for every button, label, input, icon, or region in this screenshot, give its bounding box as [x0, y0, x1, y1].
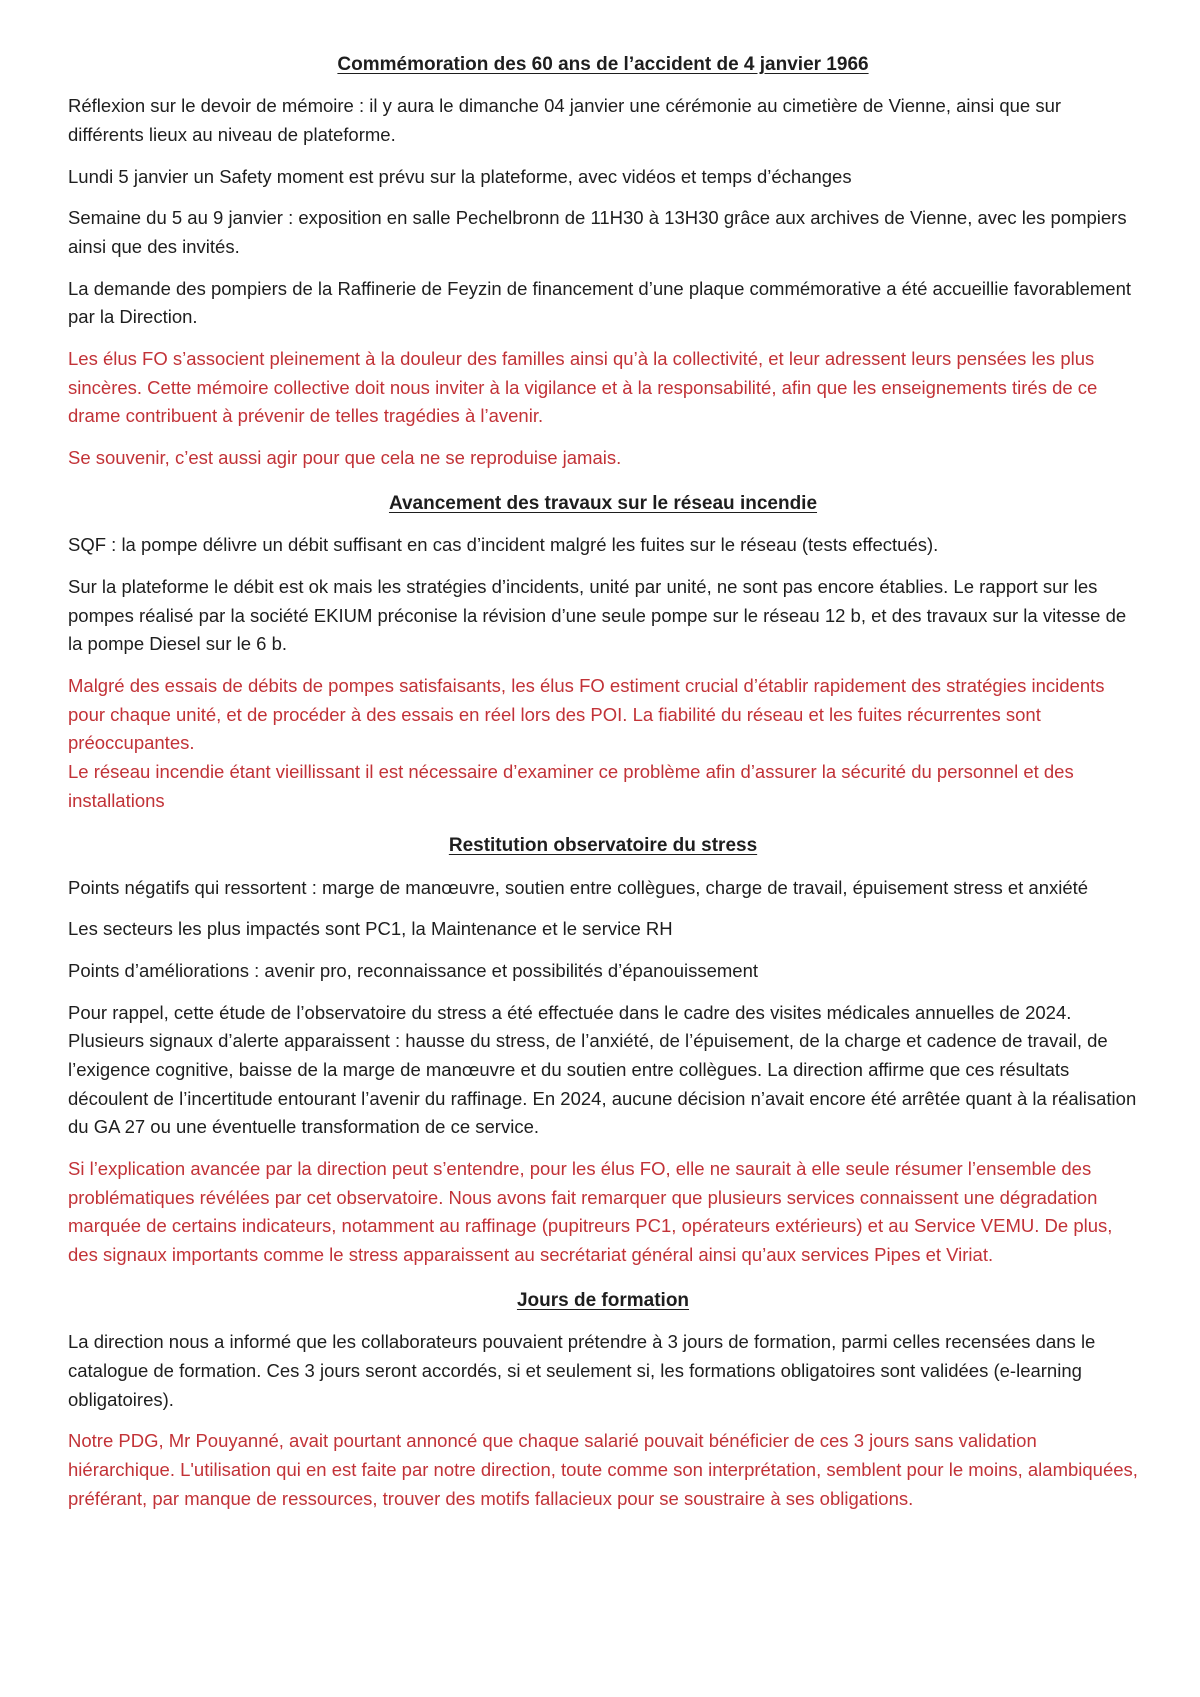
paragraph-reseau-vieillissant: Le réseau incendie étant vieillissant il est nécessaire d’examiner ce problème afin d’assurer la sécurité du personnel et des installations	[68, 760, 1074, 811]
paragraph-explication-direction: Si l’explication avancée par la direction peut s’entendre, pour les élus FO, elle ne saurait à elle seule résumer l’ensemble des problématiques révélées par cet observatoire. Nous avons fait remarquer que plusieurs services connaissent une dégradation marquée de certains indicateurs, notamment au raffinage (pupitreurs PC1, opérateurs extérieurs) et au Service VEMU. De plus, des signaux importants comme le stress apparaissent au secrétariat général ainsi qu’aux services Pipes et Viriat.	[68, 1158, 1113, 1266]
paragraph-sqf-pompe: SQF : la pompe délivre un débit suffisant en cas d’incident malgré les fuites sur le réseau (tests effectués).	[68, 534, 939, 556]
paragraph-trois-jours-formation: La direction nous a informé que les collaborateurs pouvaient prétendre à 3 jours de formation, parmi celles recensées dans le catalogue de formation. Ces 3 jours seront accordés, si et seulement si, les formations obligatoires sont validées (e-learning obligatoires).	[68, 1331, 1096, 1410]
paragraph-points-ameliorations: Points d’améliorations : avenir pro, reconnaissance et possibilités d’épanouissement	[68, 960, 759, 982]
paragraph-secteurs-impactes: Les secteurs les plus impactés sont PC1, la Maintenance et le service RH	[68, 918, 673, 940]
paragraph-essais-debits: Malgré des essais de débits de pompes satisfaisants, les élus FO estiment crucial d’établir rapidement des stratégies incidents pour chaque unité, et de procéder à des essais en réel lors des POI. La fiabilité du réseau et les fuites récurrentes sont préoccupantes.	[68, 674, 1105, 754]
heading-observatoire-stress: Restitution observatoire du stress	[448, 835, 758, 857]
paragraph-points-negatifs: Points négatifs qui ressortent : marge de manœuvre, soutien entre collègues, charge de travail, épuisement stress et anxiété	[68, 876, 1089, 898]
paragraph-reflexion-memoire: Réflexion sur le devoir de mémoire : il y aura le dimanche 04 janvier une cérémonie au cimetière de Vienne, ainsi que sur différents lieux au niveau de plateforme.	[68, 95, 1062, 146]
paragraph-plateforme-debit: Sur la plateforme le débit est ok mais les stratégies d’incidents, unité par unité, ne sont pas encore établies. Le rapport sur les pompes réalisé par la société EKIUM préconise la révision d’une seule pompe sur le réseau 12 b, et des travaux sur la vitesse de la pompe Diesel sur le 6 b.	[68, 575, 1127, 655]
paragraph-rappel-etude: Pour rappel, cette étude de l’observatoire du stress a été effectuée dans le cadre des visites médicales annuelles de 2024. Plusieurs signaux d’alerte apparaissent : hausse du stress, de l’anxiété, de l’épuisement, de la charge et cadence de travail, de l’exigence cognitive, baisse de la marge de manœuvre et du soutien entre collègues. La direction affirme que ces résultats découlent de l’incertitude entourant l’avenir du raffinage. En 2024, aucune décision n’avait encore été arrêtée quant à la réalisation du GA 27 ou une éventuelle transformation de ce service.	[68, 1001, 1137, 1138]
heading-commemoration: Commémoration des 60 ans de l’accident de 4 janvier 1966	[337, 54, 869, 75]
paragraph-se-souvenir: Se souvenir, c’est aussi agir pour que cela ne se reproduise jamais.	[68, 447, 622, 469]
paragraph-elus-fo-douleur: Les élus FO s’associent pleinement à la douleur des familles ainsi qu’à la collectivité, et leur adressent leurs pensées les plus sincères. Cette mémoire collective doit nous inviter à la vigilance et à la responsabilité, afin que les enseignements tirés de ce drame contribuent à prévenir de telles tragédies à l’avenir.	[68, 348, 1098, 427]
paragraph-exposition-pechelbronn: Semaine du 5 au 9 janvier : exposition en salle Pechelbronn de 11H30 à 13H30 grâce aux archives de Vienne, avec les pompiers ainsi que des invités.	[68, 207, 1127, 258]
heading-jours-formation: Jours de formation	[516, 1289, 690, 1311]
paragraph-pdg-pouyanne: Notre PDG, Mr Pouyanné, avait pourtant annoncé que chaque salarié pouvait bénéficier de ces 3 jours sans validation hiérarchique. L'utilisation qui en est faite par notre direction, toute comme son interprétation, semblent pour le moins, alambiquées, préférant, par manque de ressources, trouver des motifs fallacieux pour se soustraire à ses obligations.	[68, 1430, 1138, 1509]
heading-reseau-incendie: Avancement des travaux sur le réseau incendie	[388, 492, 818, 514]
paragraph-plaque-commemorative: La demande des pompiers de la Raffinerie de Feyzin de financement d’une plaque commémorative a été accueillie favorablement par la Direction.	[68, 277, 1132, 328]
paragraph-safety-moment: Lundi 5 janvier un Safety moment est prévu sur la plateforme, avec vidéos et temps d’échanges	[68, 165, 852, 187]
